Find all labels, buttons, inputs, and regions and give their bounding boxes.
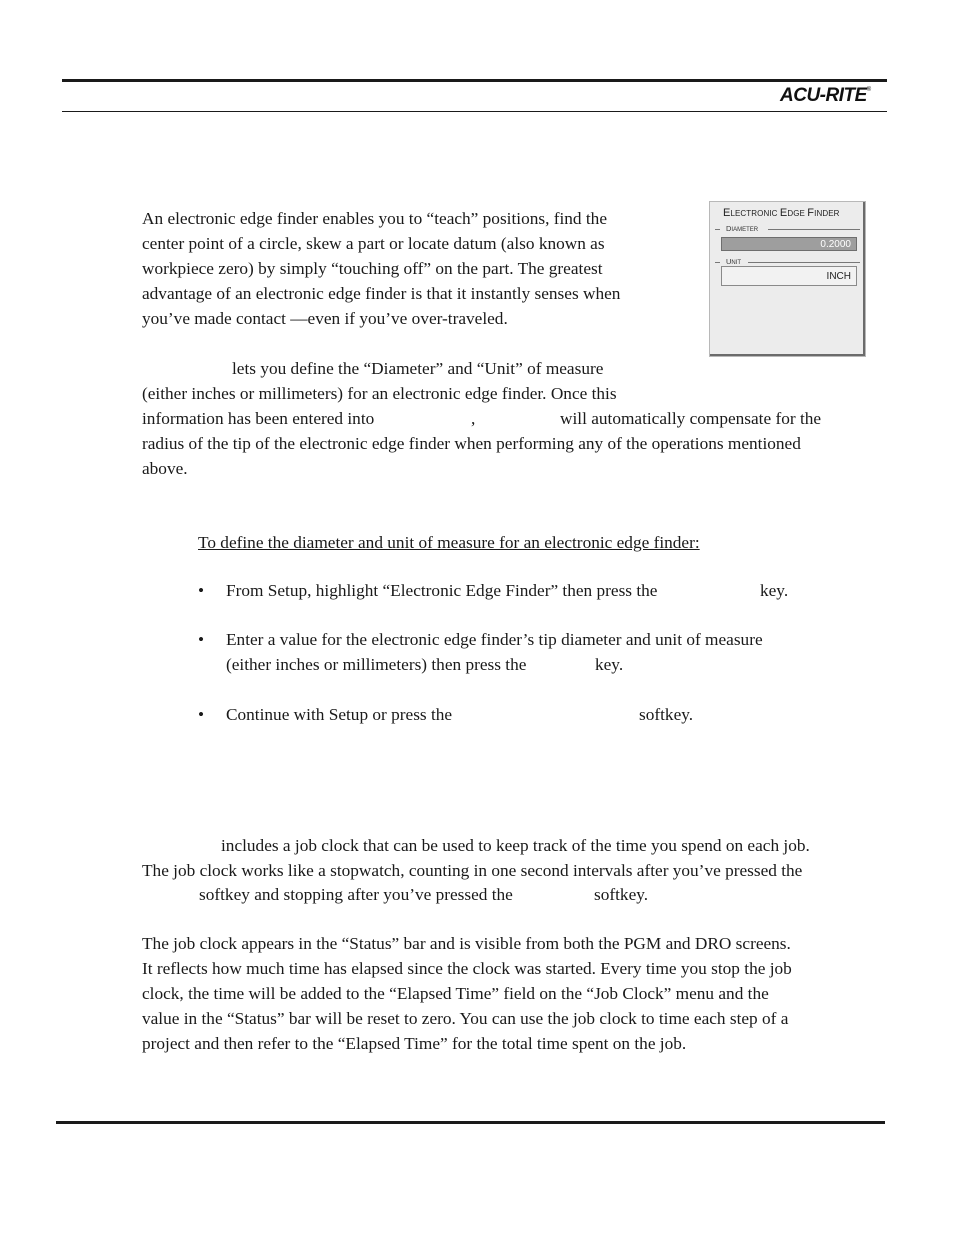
status-line: clock, the time will be added to the “Elapsed Time” field on the “Job Clock” menu and the xyxy=(142,984,769,1003)
setup-line: , xyxy=(471,409,476,428)
diameter-label: DIAMETER xyxy=(726,224,759,233)
status-line: The job clock appears in the “Status” bar and is visible from both the PGM and DRO screens. xyxy=(142,934,791,953)
intro-line: you’ve made contact —even if you’ve over-traveled. xyxy=(142,309,508,328)
status-paragraph xyxy=(142,931,792,1056)
step-1: From Setup, highlight “Electronic Edge Finder” then press the xyxy=(226,581,658,600)
step-1-end: key. xyxy=(760,581,789,600)
acu-rite-logo: ACU-RITE® xyxy=(780,85,871,106)
bullet: • xyxy=(198,705,205,724)
step-2: (either inches or millimeters) then press the xyxy=(226,655,527,674)
step-2-end: key. xyxy=(595,655,624,674)
setup-line: lets you define the “Diameter” and “Unit” of measure xyxy=(232,359,604,378)
diameter-field: 0.2000 xyxy=(721,237,857,251)
bullet: • xyxy=(198,630,205,649)
step-2: Enter a value for the electronic edge finder’s tip diameter and unit of measure xyxy=(226,630,763,649)
setup-line: (either inches or millimeters) for an electronic edge finder. Once this xyxy=(142,384,617,403)
unit-field: INCH xyxy=(721,266,857,286)
intro-line: center point of a circle, skew a part or locate datum (also known as xyxy=(142,234,605,253)
header-rule-thick xyxy=(62,79,887,82)
setup-line: will automatically compensate for the xyxy=(560,409,822,428)
screenshot-title: ELECTRONIC EDGE FINDER xyxy=(723,207,840,219)
status-line: value in the “Status” bar will be reset to zero. You can use the job clock to time each step of a xyxy=(142,1009,789,1028)
setup-line: radius of the tip of the electronic edge finder when performing any of the operations mentioned xyxy=(142,434,801,453)
step-3-end: softkey. xyxy=(639,705,694,724)
bullet: • xyxy=(198,581,205,600)
intro-line: An electronic edge finder enables you to “teach” positions, find the xyxy=(142,209,607,228)
step-3: Continue with Setup or press the xyxy=(226,705,453,724)
setup-line: information has been entered into xyxy=(142,409,375,428)
status-line: It reflects how much time has elapsed since the clock was started. Every time you stop the job xyxy=(142,959,792,978)
status-line: project and then refer to the “Elapsed Time” for the total time spent on the job. xyxy=(142,1034,687,1053)
clock-line: softkey and stopping after you’ve pressed the xyxy=(199,885,513,904)
procedure-heading: To define the diameter and unit of measure for an electronic edge finder: xyxy=(198,533,700,552)
clock-line: includes a job clock that can be used to keep track of the time you spend on each job. xyxy=(221,836,810,855)
intro-line: advantage of an electronic edge finder is that it instantly senses when xyxy=(142,284,621,303)
setup-line: above. xyxy=(142,459,188,478)
header-rule-thin xyxy=(62,111,887,112)
unit-label: UNIT xyxy=(726,257,742,266)
intro-paragraph xyxy=(142,206,620,331)
footer-rule xyxy=(56,1121,885,1124)
intro-line: workpiece zero) by simply “touching off” on the part. The greatest xyxy=(142,259,603,278)
clock-line: softkey. xyxy=(594,885,649,904)
edge-finder-screenshot xyxy=(709,201,866,357)
clock-line: The job clock works like a stopwatch, counting in one second intervals after you’ve pressed the xyxy=(142,861,803,880)
